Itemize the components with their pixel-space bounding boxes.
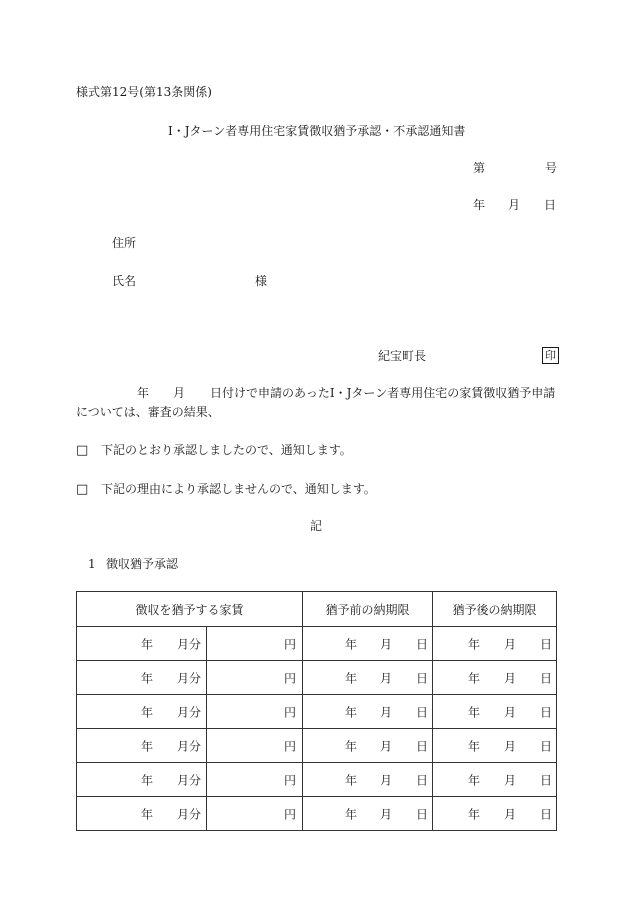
table-row [77,797,557,831]
section-number: 1 [88,557,96,571]
rent-yen: 円 [284,637,297,651]
rent-year: 年 [141,807,154,821]
table-row [77,627,557,661]
before-year: 年 [345,705,358,719]
section-title: 徴収猶予承認 [106,557,179,571]
date-year: 年 [473,198,486,212]
option2-checkbox[interactable]: □ [76,482,89,497]
date-month: 月 [508,198,521,212]
ki-note: 記 [310,519,323,533]
rent-yen: 円 [284,705,297,719]
after-month: 月 [504,671,517,685]
before-day: 日 [416,807,429,821]
after-year: 年 [468,773,481,787]
header-rent: 徴収を猶予する家賃 [77,592,303,627]
after-day: 日 [540,773,553,787]
before-year: 年 [345,739,358,753]
before-day: 日 [416,773,429,787]
sama-suffix: 様 [255,274,268,288]
before-month: 月 [380,671,393,685]
after-year: 年 [468,739,481,753]
after-year: 年 [468,705,481,719]
document-title: I・Jターン者専用住宅家賃徴収猶予承認・不承認通知書 [168,124,466,138]
before-month: 月 [380,739,393,753]
before-year: 年 [345,807,358,821]
rent-month: 月分 [177,739,202,753]
after-year: 年 [468,671,481,685]
option1-text: 下記のとおり承認しましたので、通知します。 [101,443,352,457]
after-month: 月 [504,773,517,787]
rent-month: 月分 [177,637,202,651]
rent-year: 年 [141,637,154,651]
rent-year: 年 [141,705,154,719]
before-month: 月 [380,637,393,651]
body-line2: については、審査の結果、 [76,405,220,419]
after-month: 月 [504,807,517,821]
rent-year: 年 [141,671,154,685]
option1-checkbox[interactable]: □ [76,443,89,458]
rent-yen: 円 [284,739,297,753]
rent-yen: 円 [284,807,297,821]
after-day: 日 [540,637,553,651]
before-month: 月 [380,807,393,821]
deferral-table [76,591,557,831]
after-day: 日 [540,807,553,821]
before-year: 年 [345,773,358,787]
seal-mark: 印 [542,347,559,364]
table-row [77,661,557,695]
name-label: 氏名 [112,274,137,288]
before-day: 日 [416,705,429,719]
before-year: 年 [345,637,358,651]
after-day: 日 [540,705,553,719]
rent-month: 月分 [177,807,202,821]
number-go: 号 [545,161,558,175]
number-dai: 第 [473,161,486,175]
address-label: 住所 [112,236,137,250]
before-year: 年 [345,671,358,685]
after-day: 日 [540,671,553,685]
body-line1: 日付けで申請のあったI・Jターン者専用住宅の家賃徴収猶予申請 [210,386,556,400]
option2-text: 下記の理由により承認しませんので、通知します。 [101,482,376,496]
before-day: 日 [416,671,429,685]
date-day: 日 [544,198,557,212]
after-year: 年 [468,807,481,821]
issuer-title: 紀宝町長 [378,349,427,363]
rent-year: 年 [141,773,154,787]
header-after-deadline: 猶予後の納期限 [433,592,557,627]
form-number: 様式第12号(第13条関係) [76,85,212,99]
table-row [77,695,557,729]
header-before-deadline: 猶予前の納期限 [303,592,433,627]
rent-month: 月分 [177,671,202,685]
rent-year: 年 [141,739,154,753]
after-month: 月 [504,637,517,651]
after-month: 月 [504,705,517,719]
after-month: 月 [504,739,517,753]
table-row [77,729,557,763]
table-row [77,763,557,797]
rent-yen: 円 [284,671,297,685]
after-day: 日 [540,739,553,753]
rent-month: 月分 [177,705,202,719]
body-month: 月 [173,386,186,400]
body-year: 年 [137,386,150,400]
before-day: 日 [416,637,429,651]
after-year: 年 [468,637,481,651]
table-header-row [77,592,557,627]
before-month: 月 [380,773,393,787]
rent-yen: 円 [284,773,297,787]
rent-month: 月分 [177,773,202,787]
before-day: 日 [416,739,429,753]
before-month: 月 [380,705,393,719]
